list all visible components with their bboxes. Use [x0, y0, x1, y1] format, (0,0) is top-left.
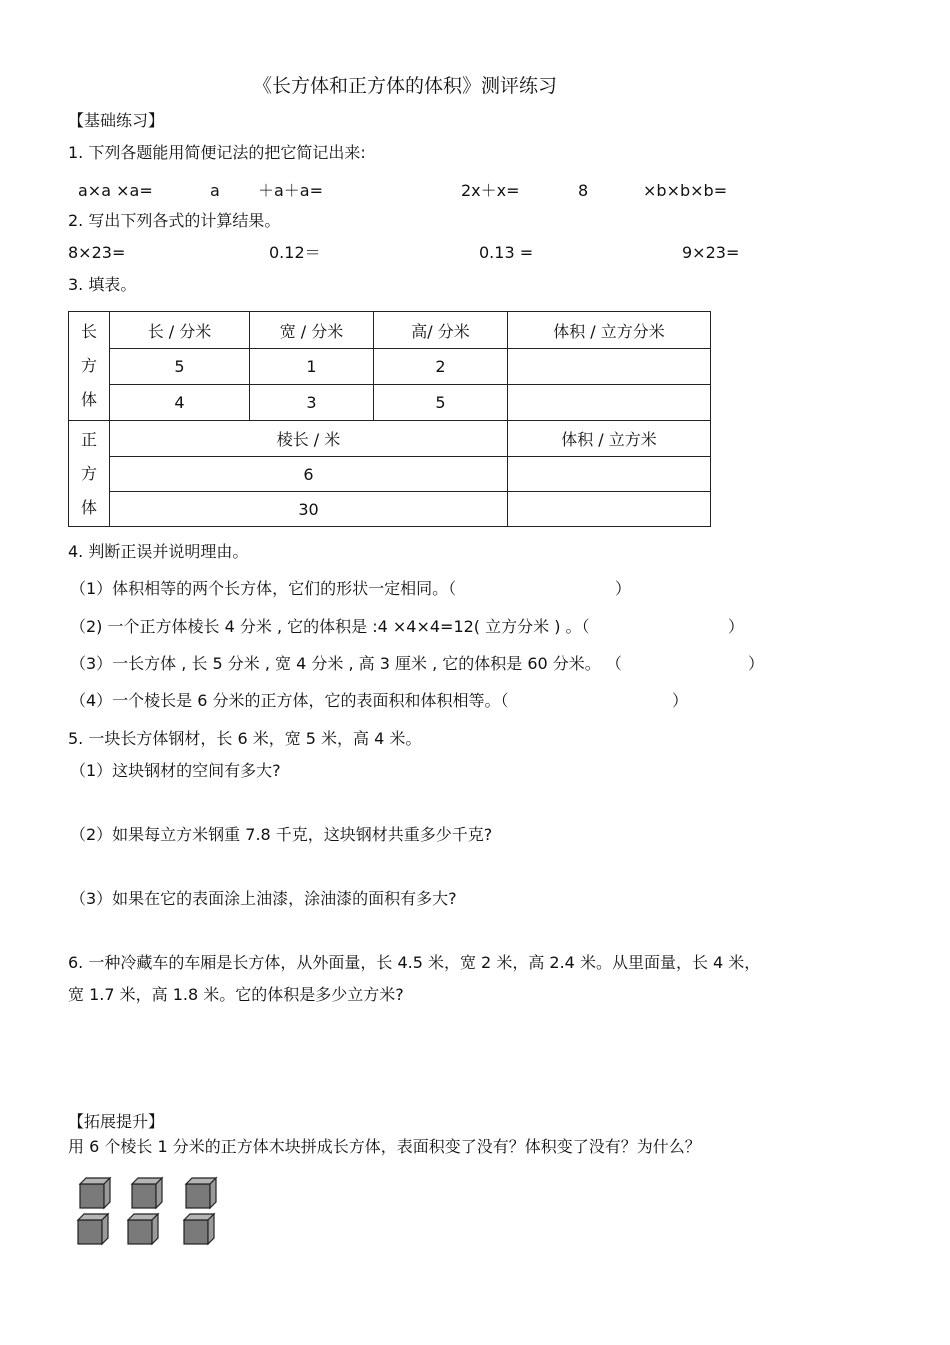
q6-line: 6. 一种冷藏车的车厢是长方体，从外面量，长 4.5 米，宽 2 米，高 2.4 米。从里面量，长 4 米，	[68, 953, 761, 972]
cube-icon	[128, 1214, 158, 1244]
q4-prompt: 4. 判断正误并说明理由。	[68, 542, 249, 561]
section-basic-heading: 【基础练习】	[68, 111, 165, 130]
cuboid-label-char: 长	[80, 322, 97, 341]
extension-question: 用 6 个棱长 1 分米的正方体木块拼成长方体，表面积变了没有？体积变了没有？为什么？	[68, 1137, 701, 1156]
header-cell: 高/ 分米	[374, 312, 508, 349]
q2-item: 9×23=	[682, 243, 740, 262]
q1-item: 2x＋x=	[461, 181, 520, 200]
table-cell: 6	[110, 457, 508, 492]
cube-icon	[132, 1178, 162, 1208]
cube-label-char: 正	[80, 429, 97, 449]
answer-cell[interactable]	[508, 492, 711, 527]
q4-statement: （3）一长方体 , 长 5 分米 , 宽 4 分米 , 高 3 厘米 , 它的体积是 60 分米。 （	[70, 654, 622, 673]
q1-item: 8	[578, 181, 589, 200]
q3-prompt: 3. 填表。	[68, 275, 137, 294]
cuboid-label-char: 方	[80, 356, 97, 375]
q4-statement: （1）体积相等的两个长方体，它们的形状一定相同。（	[70, 579, 457, 598]
q5-prompt: 5. 一块长方体钢材，长 6 米，宽 5 米，高 4 米。	[68, 729, 422, 748]
table-cell: 3	[250, 385, 374, 421]
q2-item: 8×23=	[68, 243, 126, 262]
answer-cell[interactable]	[508, 349, 711, 385]
q4-statement: （4）一个棱长是 6 分米的正方体，它的表面积和体积相等。（	[70, 691, 509, 710]
q1-item: ×b×b×b=	[643, 181, 728, 200]
cube-label-char: 体	[80, 497, 97, 517]
q2-item: 0.12＝	[269, 243, 321, 262]
q2-item: 0.13 =	[479, 243, 534, 262]
table-cell: 5	[374, 385, 508, 421]
table-cell: 4	[110, 385, 250, 421]
cube-icon	[186, 1178, 216, 1208]
cuboid-label-char: 体	[80, 390, 97, 409]
cube-icon	[78, 1214, 108, 1244]
volume-table	[68, 311, 711, 527]
q5-subquestion: （2）如果每立方米钢重 7.8 千克，这块钢材共重多少千克?	[70, 825, 493, 844]
cube-blocks-illustration	[74, 1170, 234, 1250]
answer-cell[interactable]	[508, 385, 711, 421]
table-cell: 5	[110, 349, 250, 385]
cube-label-char: 方	[80, 463, 97, 483]
q4-close-paren: ）	[672, 691, 689, 710]
q4-close-paren: ）	[728, 617, 745, 636]
section-extension-heading: 【拓展提升】	[68, 1112, 165, 1131]
cube-icon	[80, 1178, 110, 1208]
table-cell: 2	[374, 349, 508, 385]
cube-label-cell	[69, 421, 110, 527]
table-cell: 1	[250, 349, 374, 385]
q1-item: a	[210, 181, 220, 200]
header-cell: 体积 / 立方分米	[508, 312, 711, 349]
q4-statement: （2) 一个正方体棱长 4 分米 , 它的体积是 :4 ×4×4=12( 立方分米 ) 。（	[70, 617, 590, 636]
q6-line: 宽 1.7 米，高 1.8 米。它的体积是多少立方米?	[68, 985, 404, 1004]
q4-close-paren: ）	[748, 654, 765, 673]
cuboid-label-cell	[69, 312, 110, 421]
header-cell: 长 / 分米	[110, 312, 250, 349]
header-cell: 棱长 / 米	[110, 421, 508, 457]
q2-prompt: 2. 写出下列各式的计算结果。	[68, 211, 281, 230]
header-cell: 宽 / 分米	[250, 312, 374, 349]
q1-item: ＋a＋a=	[258, 181, 324, 200]
q5-subquestion: （1）这块钢材的空间有多大?	[70, 761, 281, 780]
q4-close-paren: ）	[615, 579, 632, 598]
cube-icon	[184, 1214, 214, 1244]
q5-subquestion: （3）如果在它的表面涂上油漆，涂油漆的面积有多大?	[70, 889, 457, 908]
table-cell: 30	[110, 492, 508, 527]
header-cell: 体积 / 立方米	[508, 421, 711, 457]
q1-prompt: 1. 下列各题能用简便记法的把它简记出来:	[68, 143, 366, 162]
q1-item: a×a ×a=	[78, 181, 153, 200]
answer-cell[interactable]	[508, 457, 711, 492]
page-title: 《长方体和正方体的体积》测评练习	[253, 75, 558, 97]
